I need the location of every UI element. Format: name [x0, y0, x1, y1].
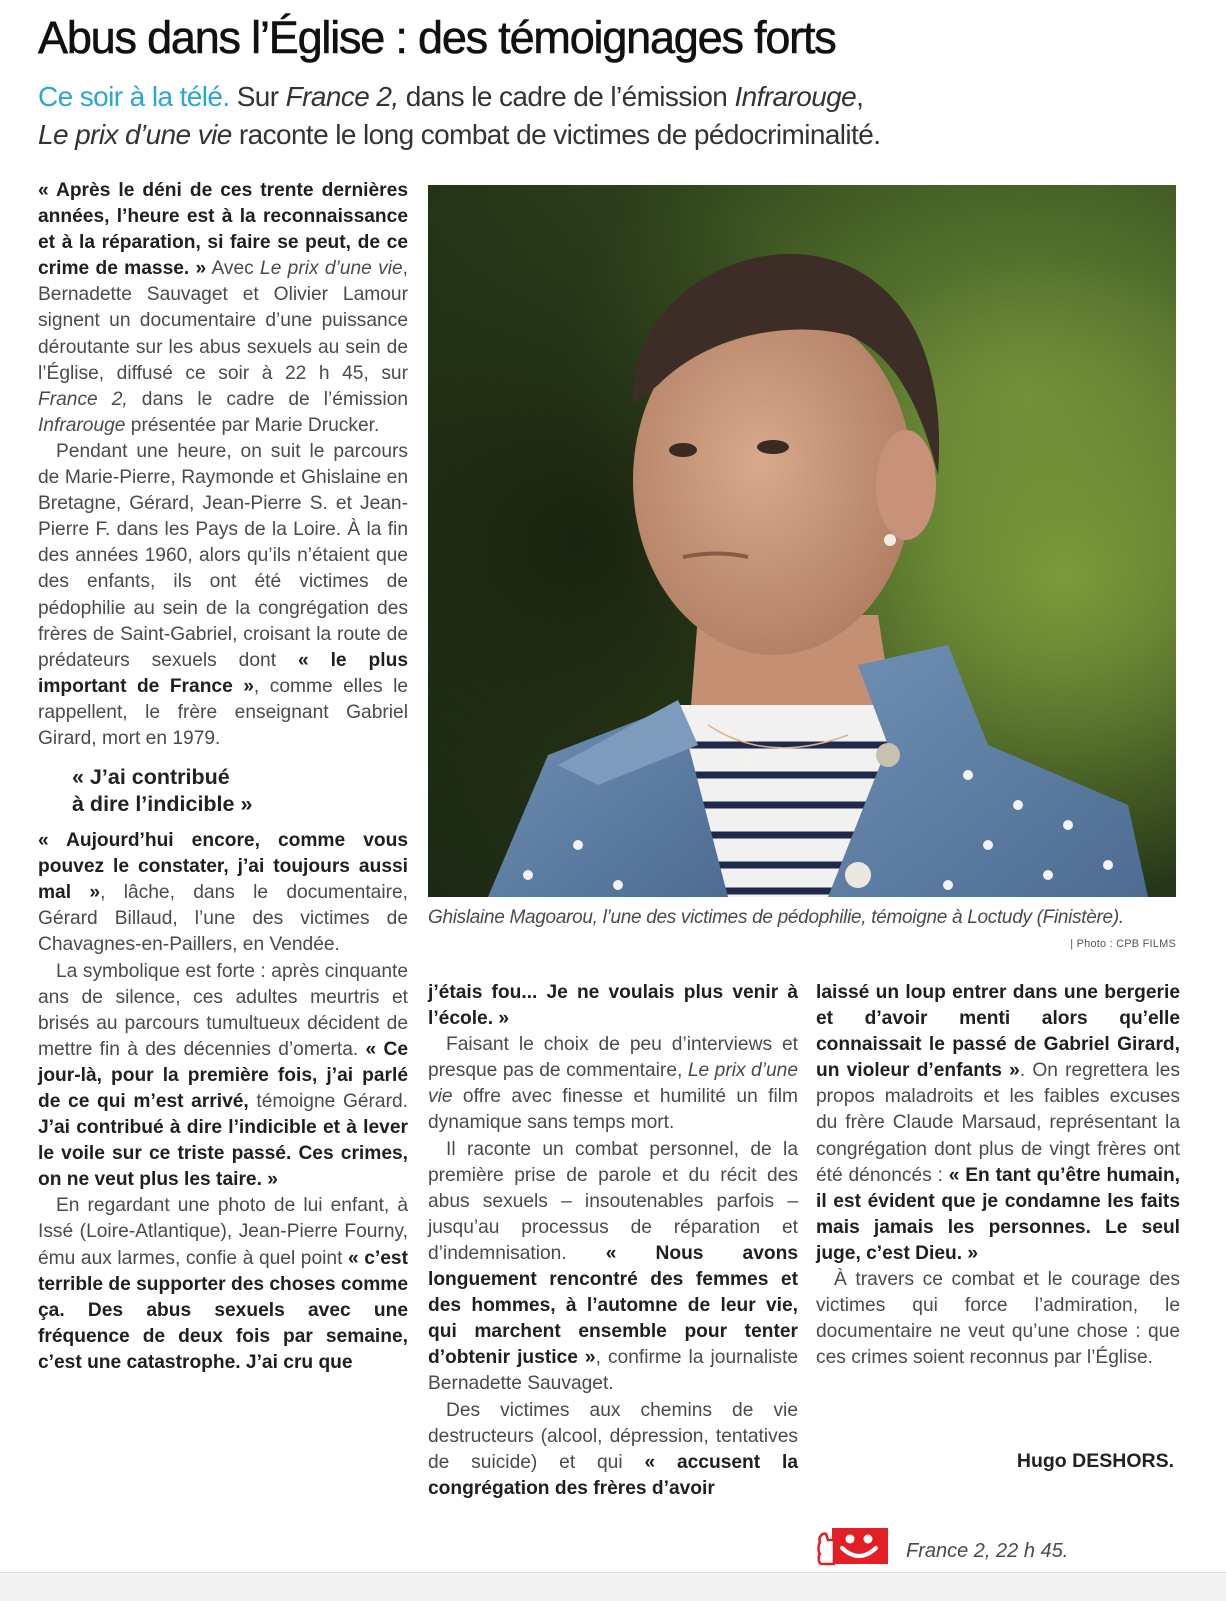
text: présentée par Marie Drucker. [125, 414, 380, 436]
text: dans le cadre de l’émission [127, 388, 408, 410]
subheading-line: à dire l’indicible » [72, 792, 253, 817]
author-byline: Hugo DESHORS. [1016, 1450, 1174, 1472]
paragraph [428, 1398, 798, 1502]
quote: « Après le déni de ces trente dernières années, l’heure est à la reconnaissance et à la réparation, si faire se peut, de ce crime de masse. » [38, 180, 408, 280]
photo-caption: Ghislaine Magoarou, l’une des victimes de pédophilie, témoigne à Loctudy (Finistère). [428, 907, 1124, 928]
photo-credit: | Photo : CPB FILMS [1070, 938, 1176, 950]
quote: « le plus important de France » [38, 649, 408, 697]
text: , confirme la journaliste Bernadette Sauvaget. [428, 1347, 798, 1395]
text: offre avec finesse et humilité un film dynamique sans temps mort. [428, 1086, 798, 1134]
article-column-2 [428, 980, 798, 1502]
standfirst-text: dans le cadre de l’émission [398, 81, 735, 112]
text: Il raconte un combat personnel, de la première prise de parole et du récit des abus sexuels – insoutenables parfois – jusqu’au processus de réparation et d’indemnisation. [428, 1138, 798, 1264]
quote: « Nous avons longuement rencontré des femmes et des hommes, à l’automne de leur vie, qui marchent ensemble pour tenter d’obtenir justice » [428, 1242, 798, 1369]
text: Faisant le choix de peu d’interviews et presque pas de commentaire, [428, 1034, 798, 1082]
film-title: Le prix d’une vie [260, 258, 403, 280]
paragraph [816, 1267, 1180, 1371]
tv-listing [816, 1526, 1068, 1566]
paragraph [38, 1193, 408, 1376]
text: , comme elles le rappellent, le frère enseignant Gabriel Girard, mort en 1979. [38, 675, 409, 749]
quote: j’étais fou... Je ne voulais plus venir à l’école. » [428, 982, 798, 1030]
channel-name: France 2, [285, 81, 399, 112]
paragraph [428, 1137, 798, 1398]
standfirst-text: , [856, 81, 864, 112]
paragraph [38, 828, 408, 958]
broadcast-slot: France 2, 22 h 45. [906, 1540, 1069, 1562]
standfirst-text: Sur [229, 81, 286, 112]
article-column-3 [816, 980, 1180, 1371]
text: , Bernadette Sauvaget et Olivier Lamour signent un documentaire d’une puissance déroutante sur les abus sexuels au sein de l’Église, diffusé ce soir à 22 h 45, sur [38, 258, 408, 384]
text: En regardant une photo de lui enfant, à Issé (Loire-Atlantique), Jean-Pierre Fourny, ému aux larmes, confie à quel point [38, 1195, 408, 1269]
article-column-1 [38, 178, 408, 1376]
text: Avec [206, 258, 261, 280]
article-photo [428, 185, 1176, 897]
text: La symbolique est forte : après cinquante ans de silence, ces adultes meurtris et brisés au parcours tumultueux décident de mettre fin à des décennies d’omerta. [38, 960, 408, 1060]
thumbs-up-smiley-icon [816, 1526, 890, 1566]
paragraph [428, 1032, 798, 1136]
text: À travers ce combat et le courage des victimes qui force l’admiration, le documentaire ne veut qu’une chose : que ces crimes soient reconnus par l’Église. [816, 1269, 1180, 1369]
quote: « accusent la congrégation des frères d’avoir [428, 1451, 799, 1499]
subheading [72, 764, 408, 818]
quote: « Aujourd’hui encore, comme vous pouvez le constater, j’ai toujours aussi mal » [38, 830, 408, 904]
film-title: Le prix d’une vie [38, 119, 232, 150]
paragraph [428, 980, 798, 1032]
quote: « Ce jour-là, pour la première fois, j’ai parlé de ce qui m’est arrivé, [38, 1038, 408, 1112]
subheading-line: « J’ai contribué [72, 765, 230, 790]
portrait-illustration [428, 185, 1176, 897]
text: . On regrettera les propos maladroits et les faibles excuses du frère Claude Marsaud, représentant la congrégation dont plus de vingt frères ont été dénoncés : [816, 1060, 1180, 1186]
text: Des victimes aux chemins de vie destructeurs (alcool, dépression, tentatives de suicide) et qui [428, 1399, 798, 1473]
headline: Abus dans l’Église : des témoignages forts [38, 12, 836, 63]
quote: « En tant qu’être humain, il est évident que je condamne les faits mais jamais les personnes. Le seul juge, c’est Dieu. » [816, 1164, 1180, 1264]
paragraph [38, 439, 408, 752]
show-name: Infrarouge [734, 81, 857, 112]
standfirst-text: raconte le long combat de victimes de pédocriminalité. [231, 119, 881, 150]
film-title: Le prix d’une vie [428, 1060, 798, 1108]
text: témoigne Gérard. [248, 1091, 408, 1112]
text: Pendant une heure, on suit le parcours de Marie-Pierre, Raymonde et Ghislaine en Bretagne, Gérard, Jean-Pierre S. et Jean-Pierre F. dans les Pays de la Loire. À la fin des années 1960, alors qu’ils n’étaient que des enfants, ils ont été victimes de pédophilie au sein de la congrégation des frères de Saint-Gabriel, croisant la route de prédateurs sexuels dont [38, 440, 408, 671]
standfirst [38, 78, 1198, 154]
page-bottom-edge [0, 1572, 1226, 1601]
quote: « c’est terrible de supporter des choses comme ça. Des abus sexuels avec une fréquence de deux fois par semaine, c’est une catastrophe. J’ai cru que [38, 1247, 409, 1373]
paragraph [816, 980, 1180, 1267]
channel-name: France 2, [38, 388, 128, 410]
show-name: Infrarouge [38, 414, 126, 436]
paragraph [38, 959, 408, 1194]
quote: J’ai contribué à dire l’indicible et à lever le voile sur ce triste passé. Ces crimes, on ne veut plus les taire. » [38, 1117, 408, 1191]
quote: laissé un loup entrer dans une bergerie et d’avoir menti alors qu’elle connaissait le passé de Gabriel Girard, un violeur d’enfants » [816, 982, 1180, 1082]
text: , lâche, dans le documentaire, Gérard Billaud, l’une des victimes de Chavagnes-en-Paillers, en Vendée. [38, 882, 408, 956]
paragraph [38, 178, 408, 439]
kicker: Ce soir à la télé. [38, 81, 230, 112]
